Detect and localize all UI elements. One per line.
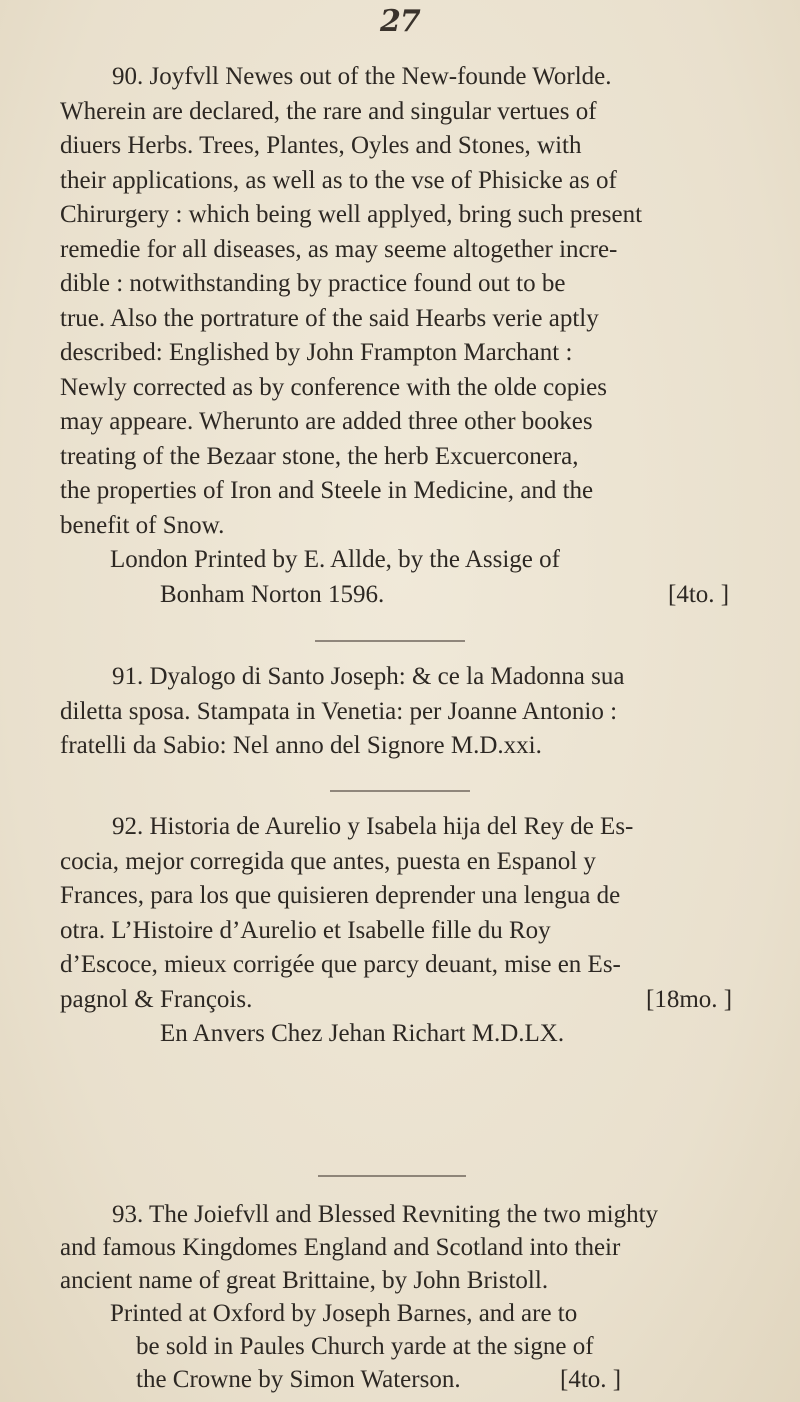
entry-92-line-3: Frances, para los que quisieren deprender una lengua de	[60, 882, 621, 909]
entry-93-line-2: and famous Kingdomes England and Scotland into their	[60, 1234, 621, 1261]
entry-93-line-3: ancient name of great Brittaine, by John Bristoll.	[60, 1267, 549, 1294]
entry-90-line-3: diuers Herbs. Trees, Plantes, Oyles and Stones, with	[60, 132, 582, 159]
separator-rule	[315, 640, 465, 642]
entry-91-line-3: fratelli da Sabio: Nel anno del Signore M.D.xxi.	[60, 732, 542, 759]
entry-93-line-1: 93. The Joiefvll and Blessed Revniting the two mighty	[112, 1201, 659, 1228]
entry-90-imprint-line-1: London Printed by E. Allde, by the Assige of	[110, 546, 560, 573]
entry-90-line-7: dible : notwithstanding by practice found out to be	[60, 270, 566, 297]
entry-92-format: [18mo. ]	[646, 985, 733, 1013]
entry-93-format: [4to. ]	[560, 1366, 622, 1393]
entry-90-line-13: the properties of Iron and Steele in Medicine, and the	[60, 477, 594, 504]
entry-90-line-1: 90. Joyfvll Newes out of the New-founde Worlde.	[112, 63, 612, 90]
page-number: 27	[380, 4, 420, 39]
entry-90-line-10: Newly corrected as by conference with the olde copies	[60, 373, 607, 401]
entry-90-line-5: Chirurgery : which being well applyed, bring such present	[60, 201, 643, 228]
entry-93-line-6: the Crowne by Simon Waterson.	[136, 1366, 461, 1393]
entry-92-imprint: En Anvers Chez Jehan Richart M.D.LX.	[160, 1020, 565, 1047]
entry-90-line-9: described: Englished by John Frampton Marchant :	[60, 339, 573, 366]
entry-90-imprint-line-2: Bonham Norton 1596.	[160, 580, 385, 608]
separator-rule	[330, 790, 470, 792]
entry-92-line-2: cocia, mejor corregida que antes, puesta en Espanol y	[60, 847, 596, 875]
separator-rule	[318, 1175, 466, 1177]
entry-92-line-4: otra. L’Histoire d’Aurelio et Isabelle fille du Roy	[60, 916, 551, 944]
entry-91-line-2: diletta sposa. Stampata in Venetia: per Joanne Antonio :	[60, 697, 618, 725]
entry-92-line-1: 92. Historia de Aurelio y Isabela hija del Rey de Es-	[112, 813, 634, 840]
entry-93-line-5: be sold in Paules Church yarde at the signe of	[136, 1333, 594, 1360]
entry-90-line-11: may appeare. Wherunto are added three other bookes	[60, 408, 593, 435]
entry-90-line-4: their applications, as well as to the vse of Phisicke as of	[60, 166, 617, 194]
entry-93-line-4: Printed at Oxford by Joseph Barnes, and are to	[110, 1300, 578, 1327]
entry-90-line-6: remedie for all diseases, as may seeme altogether incre-	[60, 235, 618, 263]
entry-90-line-14: benefit of Snow.	[60, 511, 225, 539]
entry-90-format: [4to. ]	[668, 580, 730, 608]
entry-92-line-6: pagnol & François.	[60, 985, 253, 1013]
entry-90-line-8: true. Also the portrature of the said Hearbs verie aptly	[60, 304, 599, 332]
entry-90-line-2: Wherein are declared, the rare and singular vertues of	[60, 97, 597, 125]
entry-91-line-1: 91. Dyalogo di Santo Joseph: & ce la Madonna sua	[112, 663, 625, 690]
entry-90-line-12: treating of the Bezaar stone, the herb Excuerconera,	[60, 442, 579, 470]
entry-92-line-5: d’Escoce, mieux corrigée que parcy deuant, mise en Es-	[60, 951, 621, 978]
